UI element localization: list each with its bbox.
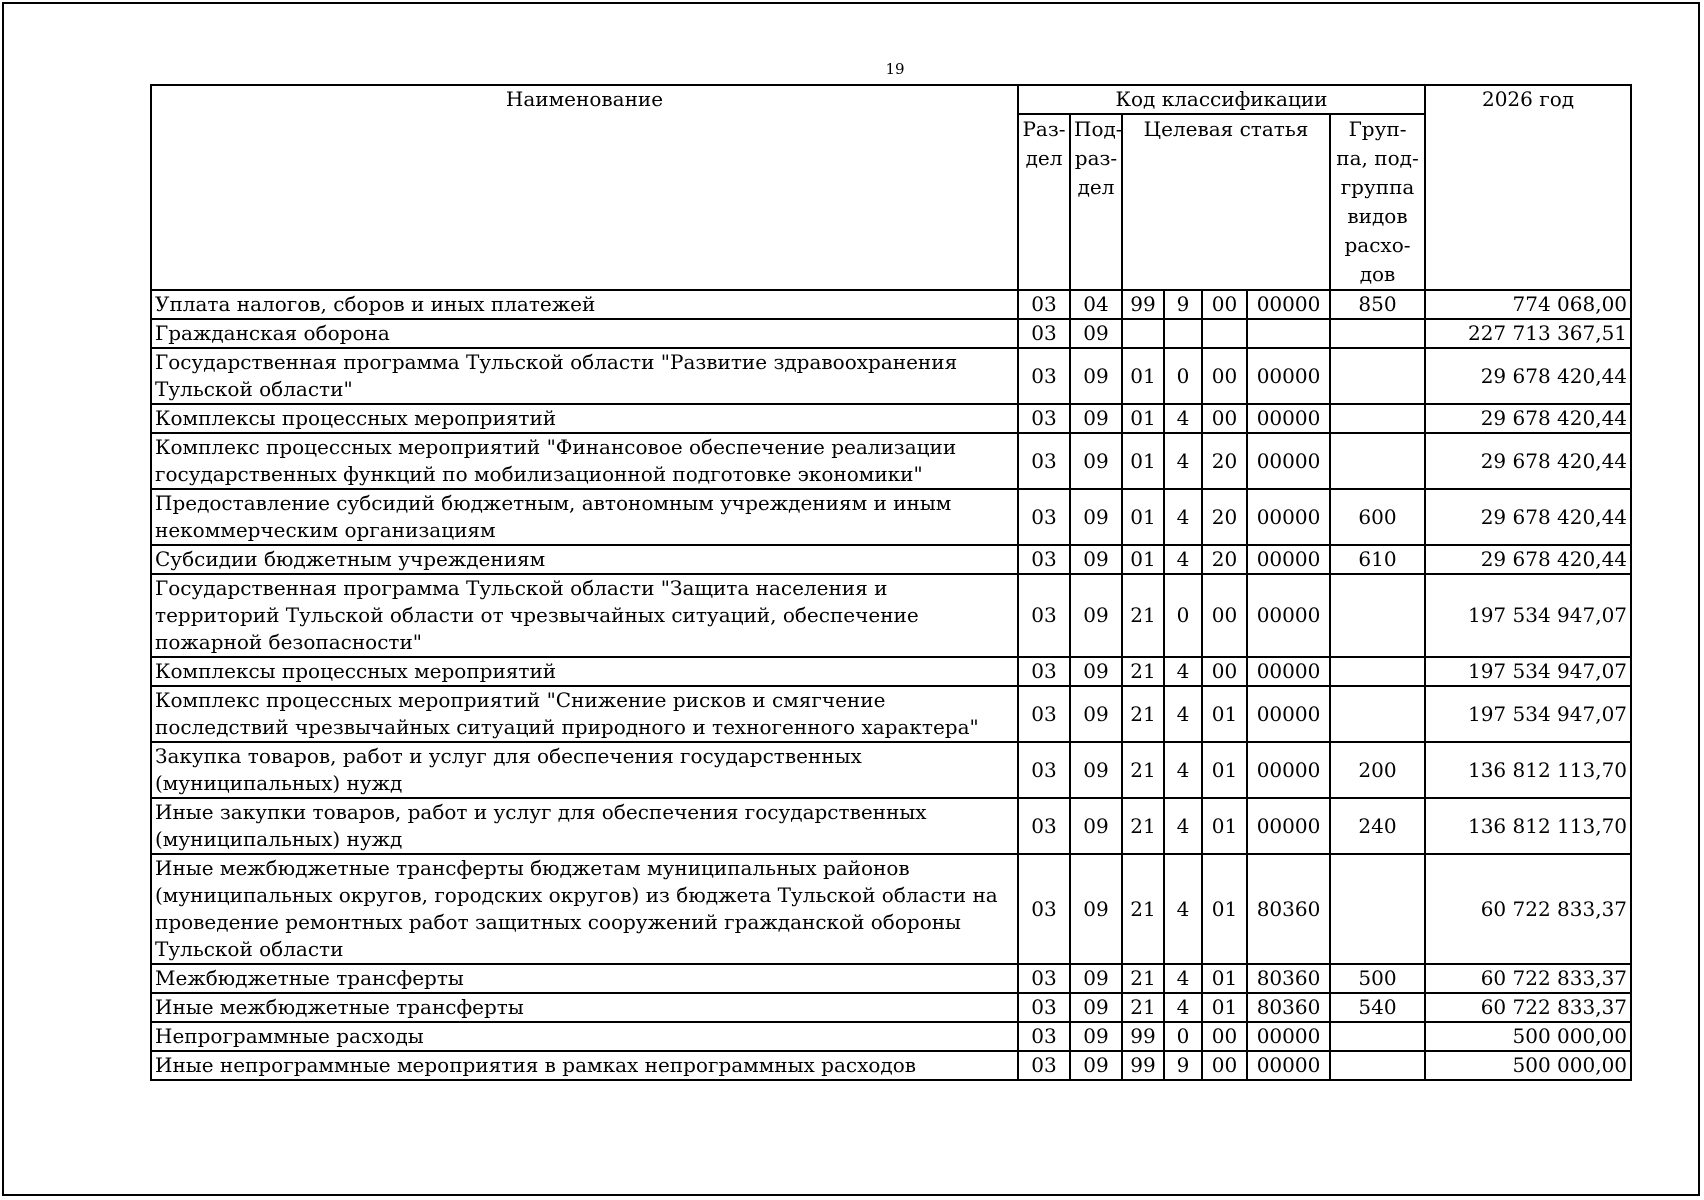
row-podrazdel: 09	[1070, 348, 1122, 404]
row-name: Комплексы процессных мероприятий	[151, 657, 1018, 686]
row-target-program: 21	[1122, 574, 1164, 657]
header-razdel: Раз- дел	[1018, 114, 1070, 290]
row-razdel: 03	[1018, 657, 1070, 686]
row-target-direction: 00000	[1247, 545, 1330, 574]
row-amount: 500 000,00	[1425, 1051, 1631, 1080]
table-row	[151, 1051, 1631, 1080]
row-target-type: 9	[1164, 290, 1202, 319]
table-row	[151, 433, 1631, 489]
row-podrazdel: 09	[1070, 854, 1122, 964]
row-expense-group	[1330, 854, 1425, 964]
header-target-article: Целевая статья	[1122, 114, 1330, 290]
row-razdel: 03	[1018, 290, 1070, 319]
row-name: Комплекс процессных мероприятий "Финансовое обеспечение реализации государственных функций по мобилизационной подготовке экономики"	[151, 433, 1018, 489]
row-target-type: 0	[1164, 348, 1202, 404]
row-expense-group: 850	[1330, 290, 1425, 319]
row-target-direction: 00000	[1247, 798, 1330, 854]
row-amount: 60 722 833,37	[1425, 993, 1631, 1022]
row-podrazdel: 09	[1070, 433, 1122, 489]
row-expense-group	[1330, 404, 1425, 433]
row-target-subprogram: 20	[1202, 433, 1247, 489]
row-amount: 136 812 113,70	[1425, 798, 1631, 854]
row-name: Комплексы процессных мероприятий	[151, 404, 1018, 433]
row-target-direction: 00000	[1247, 404, 1330, 433]
row-target-direction: 00000	[1247, 657, 1330, 686]
row-amount: 29 678 420,44	[1425, 404, 1631, 433]
row-podrazdel: 09	[1070, 686, 1122, 742]
row-amount: 29 678 420,44	[1425, 348, 1631, 404]
row-razdel: 03	[1018, 1022, 1070, 1051]
page-number: 19	[885, 60, 905, 78]
table-row	[151, 964, 1631, 993]
header-group: Груп- па, под- группа видов расхо- дов	[1330, 114, 1425, 290]
row-target-subprogram: 01	[1202, 686, 1247, 742]
row-expense-group: 610	[1330, 545, 1425, 574]
row-razdel: 03	[1018, 545, 1070, 574]
row-amount: 197 534 947,07	[1425, 686, 1631, 742]
row-target-direction: 80360	[1247, 964, 1330, 993]
row-target-type: 4	[1164, 964, 1202, 993]
row-target-subprogram: 00	[1202, 574, 1247, 657]
row-razdel: 03	[1018, 964, 1070, 993]
row-target-direction: 00000	[1247, 348, 1330, 404]
table-row	[151, 404, 1631, 433]
row-name: Иные непрограммные мероприятия в рамках непрограммных расходов	[151, 1051, 1018, 1080]
row-target-direction: 80360	[1247, 854, 1330, 964]
row-expense-group: 540	[1330, 993, 1425, 1022]
row-podrazdel: 09	[1070, 1022, 1122, 1051]
header-classification: Код классификации	[1018, 85, 1425, 114]
row-podrazdel: 09	[1070, 404, 1122, 433]
header-podrazdel: Под- раз- дел	[1070, 114, 1122, 290]
row-target-program: 21	[1122, 686, 1164, 742]
row-podrazdel: 09	[1070, 964, 1122, 993]
row-name: Гражданская оборона	[151, 319, 1018, 348]
row-target-type: 4	[1164, 854, 1202, 964]
row-expense-group: 600	[1330, 489, 1425, 545]
row-razdel: 03	[1018, 742, 1070, 798]
row-target-program: 01	[1122, 433, 1164, 489]
row-target-subprogram: 01	[1202, 964, 1247, 993]
row-expense-group	[1330, 433, 1425, 489]
row-target-program: 01	[1122, 404, 1164, 433]
row-target-subprogram: 00	[1202, 657, 1247, 686]
row-target-program: 21	[1122, 742, 1164, 798]
header-name: Наименование	[151, 85, 1018, 290]
table-row	[151, 657, 1631, 686]
table-body	[151, 290, 1631, 1080]
row-target-type: 4	[1164, 798, 1202, 854]
row-target-program: 99	[1122, 1022, 1164, 1051]
row-expense-group: 240	[1330, 798, 1425, 854]
row-razdel: 03	[1018, 993, 1070, 1022]
table-row	[151, 993, 1631, 1022]
table-row	[151, 854, 1631, 964]
row-podrazdel: 09	[1070, 993, 1122, 1022]
row-target-direction: 00000	[1247, 686, 1330, 742]
row-target-type: 0	[1164, 574, 1202, 657]
row-target-subprogram: 00	[1202, 290, 1247, 319]
row-target-subprogram: 20	[1202, 545, 1247, 574]
row-podrazdel: 09	[1070, 1051, 1122, 1080]
table-row	[151, 686, 1631, 742]
row-expense-group	[1330, 1051, 1425, 1080]
row-target-direction: 00000	[1247, 433, 1330, 489]
row-podrazdel: 09	[1070, 574, 1122, 657]
row-amount: 29 678 420,44	[1425, 545, 1631, 574]
row-expense-group	[1330, 657, 1425, 686]
row-target-program: 21	[1122, 798, 1164, 854]
row-target-type: 4	[1164, 686, 1202, 742]
table-row	[151, 742, 1631, 798]
row-target-subprogram: 01	[1202, 798, 1247, 854]
row-target-subprogram: 00	[1202, 1051, 1247, 1080]
table-row	[151, 574, 1631, 657]
table-row	[151, 348, 1631, 404]
row-target-direction: 00000	[1247, 489, 1330, 545]
row-expense-group	[1330, 319, 1425, 348]
row-amount: 29 678 420,44	[1425, 489, 1631, 545]
row-target-program: 99	[1122, 290, 1164, 319]
row-podrazdel: 09	[1070, 798, 1122, 854]
row-name: Уплата налогов, сборов и иных платежей	[151, 290, 1018, 319]
row-name: Непрограммные расходы	[151, 1022, 1018, 1051]
row-expense-group: 500	[1330, 964, 1425, 993]
row-amount: 136 812 113,70	[1425, 742, 1631, 798]
row-target-subprogram: 00	[1202, 404, 1247, 433]
row-target-type: 4	[1164, 545, 1202, 574]
row-podrazdel: 09	[1070, 742, 1122, 798]
row-target-direction: 80360	[1247, 993, 1330, 1022]
row-target-program: 21	[1122, 964, 1164, 993]
row-target-direction: 00000	[1247, 1022, 1330, 1051]
row-podrazdel: 09	[1070, 657, 1122, 686]
row-target-program: 21	[1122, 854, 1164, 964]
row-target-direction: 00000	[1247, 742, 1330, 798]
row-target-subprogram: 01	[1202, 993, 1247, 1022]
row-target-type	[1164, 319, 1202, 348]
row-name: Иные межбюджетные трансферты	[151, 993, 1018, 1022]
row-name: Межбюджетные трансферты	[151, 964, 1018, 993]
row-podrazdel: 09	[1070, 489, 1122, 545]
row-target-program: 01	[1122, 545, 1164, 574]
row-name: Иные закупки товаров, работ и услуг для обеспечения государственных (муниципальных) нужд	[151, 798, 1018, 854]
row-razdel: 03	[1018, 404, 1070, 433]
row-razdel: 03	[1018, 574, 1070, 657]
header-row-1	[151, 85, 1631, 114]
row-expense-group	[1330, 574, 1425, 657]
row-amount: 29 678 420,44	[1425, 433, 1631, 489]
row-target-subprogram: 01	[1202, 854, 1247, 964]
row-name: Комплекс процессных мероприятий "Снижение рисков и смягчение последствий чрезвычайных ситуаций природного и техногенного характера"	[151, 686, 1018, 742]
row-name: Субсидии бюджетным учреждениям	[151, 545, 1018, 574]
row-name: Государственная программа Тульской области "Защита населения и территорий Тульской области от чрезвычайных ситуаций, обеспечение пожарной безопасности"	[151, 574, 1018, 657]
row-target-type: 4	[1164, 993, 1202, 1022]
row-razdel: 03	[1018, 686, 1070, 742]
table-row	[151, 1022, 1631, 1051]
row-name: Государственная программа Тульской области "Развитие здравоохранения Тульской области"	[151, 348, 1018, 404]
row-podrazdel: 09	[1070, 319, 1122, 348]
row-amount: 197 534 947,07	[1425, 657, 1631, 686]
row-target-type: 4	[1164, 742, 1202, 798]
row-expense-group	[1330, 1022, 1425, 1051]
row-target-subprogram: 20	[1202, 489, 1247, 545]
row-target-type: 4	[1164, 489, 1202, 545]
table-row	[151, 798, 1631, 854]
row-target-program: 21	[1122, 993, 1164, 1022]
row-razdel: 03	[1018, 433, 1070, 489]
row-razdel: 03	[1018, 798, 1070, 854]
row-expense-group	[1330, 686, 1425, 742]
row-target-program: 01	[1122, 489, 1164, 545]
header-year: 2026 год	[1425, 85, 1631, 290]
row-amount: 500 000,00	[1425, 1022, 1631, 1051]
row-target-subprogram: 00	[1202, 348, 1247, 404]
row-target-direction: 00000	[1247, 290, 1330, 319]
row-target-subprogram: 01	[1202, 742, 1247, 798]
row-target-direction: 00000	[1247, 1051, 1330, 1080]
row-target-direction: 00000	[1247, 574, 1330, 657]
row-razdel: 03	[1018, 319, 1070, 348]
table-row	[151, 489, 1631, 545]
row-podrazdel: 04	[1070, 290, 1122, 319]
row-target-subprogram	[1202, 319, 1247, 348]
table-row	[151, 319, 1631, 348]
row-target-type: 9	[1164, 1051, 1202, 1080]
row-target-program	[1122, 319, 1164, 348]
row-amount: 227 713 367,51	[1425, 319, 1631, 348]
row-amount: 60 722 833,37	[1425, 964, 1631, 993]
table-row	[151, 290, 1631, 319]
row-razdel: 03	[1018, 348, 1070, 404]
row-target-type: 0	[1164, 1022, 1202, 1051]
row-target-program: 21	[1122, 657, 1164, 686]
row-amount: 60 722 833,37	[1425, 854, 1631, 964]
row-target-type: 4	[1164, 657, 1202, 686]
row-target-direction	[1247, 319, 1330, 348]
row-amount: 197 534 947,07	[1425, 574, 1631, 657]
row-expense-group: 200	[1330, 742, 1425, 798]
row-name: Предоставление субсидий бюджетным, автономным учреждениям и иным некоммерческим организациям	[151, 489, 1018, 545]
row-expense-group	[1330, 348, 1425, 404]
row-target-subprogram: 00	[1202, 1022, 1247, 1051]
row-target-type: 4	[1164, 433, 1202, 489]
row-target-program: 01	[1122, 348, 1164, 404]
row-target-type: 4	[1164, 404, 1202, 433]
row-razdel: 03	[1018, 489, 1070, 545]
row-podrazdel: 09	[1070, 545, 1122, 574]
table-row	[151, 545, 1631, 574]
row-amount: 774 068,00	[1425, 290, 1631, 319]
row-name: Иные межбюджетные трансферты бюджетам муниципальных районов (муниципальных округов, городских округов) из бюджета Тульской области на проведение ремонтных работ защитных сооружений гражданской обороны Тульской области	[151, 854, 1018, 964]
row-target-program: 99	[1122, 1051, 1164, 1080]
budget-table	[150, 84, 1632, 1081]
row-razdel: 03	[1018, 1051, 1070, 1080]
row-name: Закупка товаров, работ и услуг для обеспечения государственных (муниципальных) нужд	[151, 742, 1018, 798]
row-razdel: 03	[1018, 854, 1070, 964]
